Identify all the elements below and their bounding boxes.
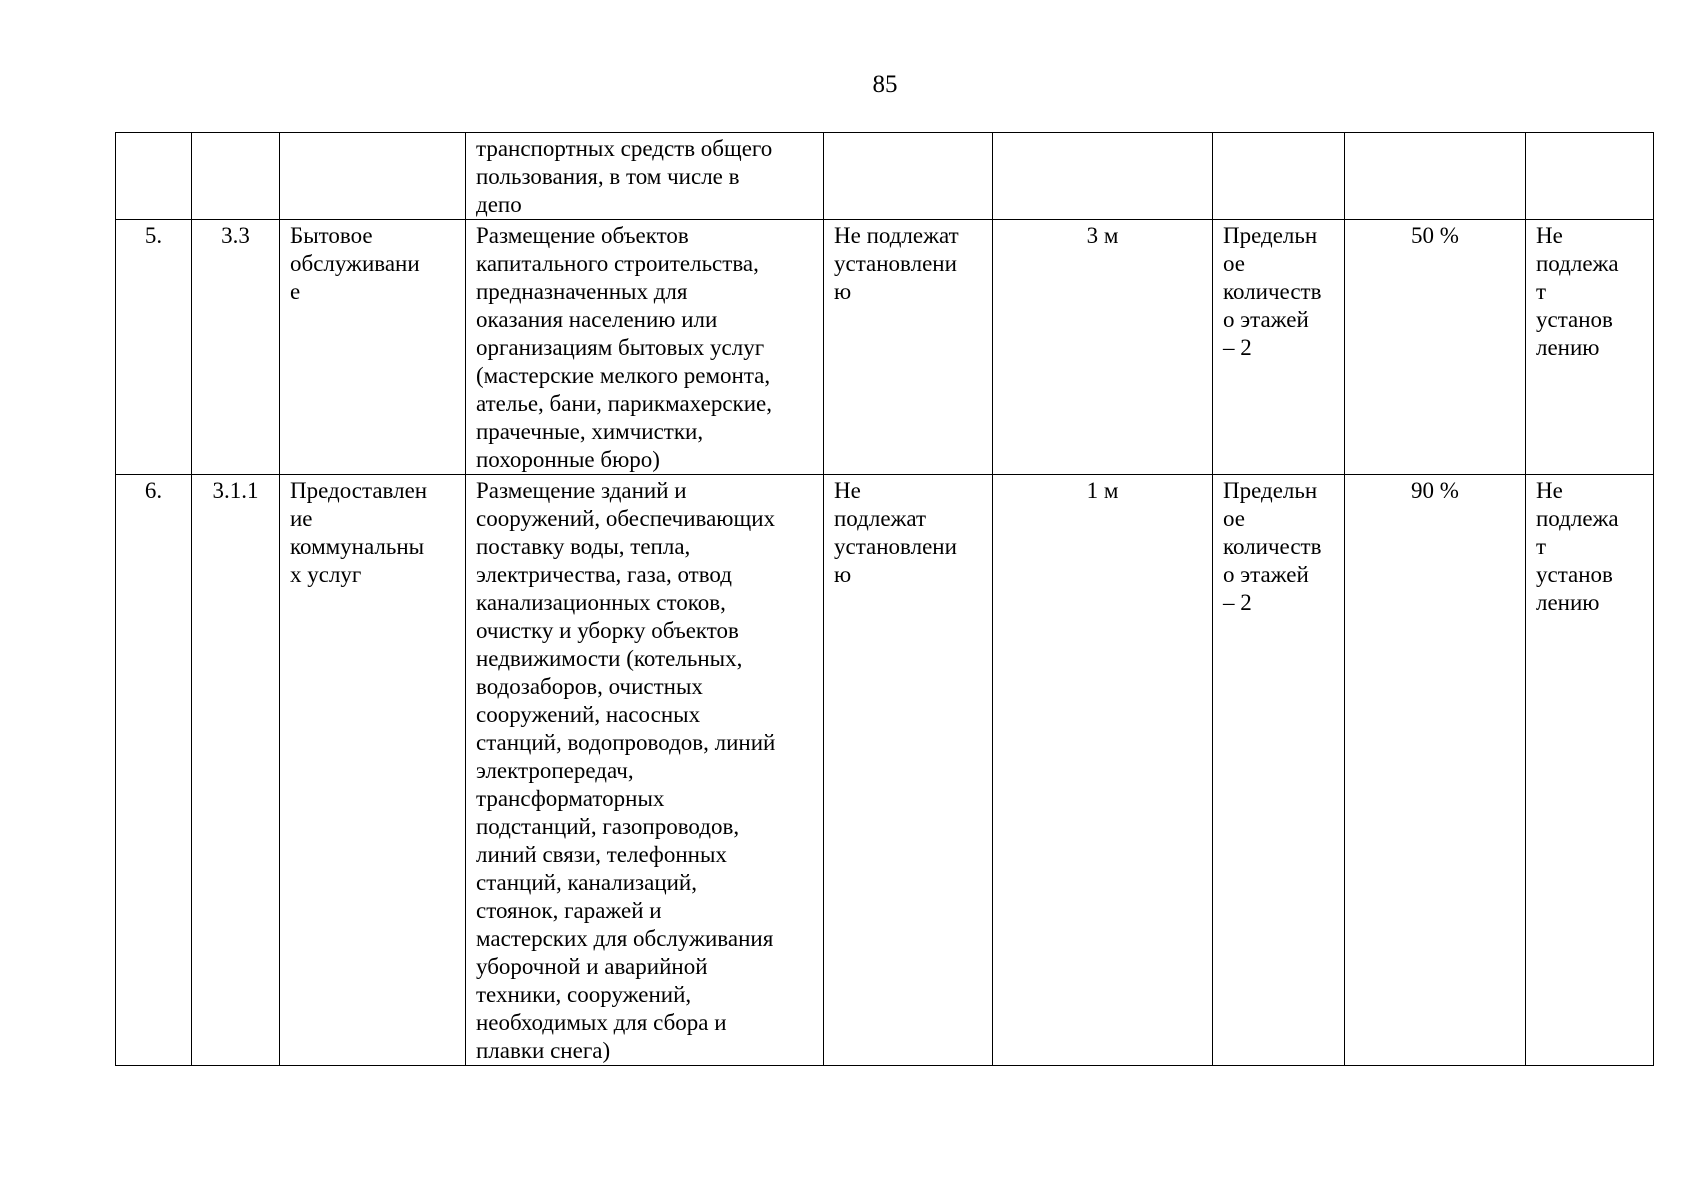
cell-min-area: Не подлежат установлени ю bbox=[824, 220, 993, 475]
cell-code: 3.1.1 bbox=[192, 475, 280, 1066]
cell-code: 3.3 bbox=[192, 220, 280, 475]
cell-other-params bbox=[1526, 133, 1654, 220]
cell-other-params: Не подлежа т установ лению bbox=[1526, 220, 1654, 475]
cell-number: 5. bbox=[116, 220, 192, 475]
cell-min-area: Не подлежат установлени ю bbox=[824, 475, 993, 1066]
cell-use-name bbox=[280, 133, 466, 220]
zoning-table bbox=[115, 132, 1654, 1066]
cell-min-area bbox=[824, 133, 993, 220]
cell-number: 6. bbox=[116, 475, 192, 1066]
cell-use-description: Размещение объектов капитального строительства, предназначенных для оказания населению или организациям бытовых услуг (мастерские мелкого ремонта, ателье, бани, парикмахерские, прачечные, химчистки, похоронные бюро) bbox=[466, 220, 824, 475]
table-row-5 bbox=[116, 220, 1654, 475]
cell-coverage-percent: 90 % bbox=[1345, 475, 1526, 1066]
table-row-6 bbox=[116, 475, 1654, 1066]
cell-min-indent bbox=[993, 133, 1213, 220]
cell-min-indent: 1 м bbox=[993, 475, 1213, 1066]
cell-max-floors: Предельн ое количеств о этажей – 2 bbox=[1213, 220, 1345, 475]
page-number: 85 bbox=[872, 71, 898, 98]
cell-coverage-percent bbox=[1345, 133, 1526, 220]
cell-use-description: Размещение зданий и сооружений, обеспечивающих поставку воды, тепла, электричества, газа, отвод канализационных стоков, очистку и уборку объектов недвижимости (котельных, водозаборов, очистных сооружений, насосных станций, водопроводов, линий электропередач, трансформаторных подстанций, газопроводов, линий связи, телефонных станций, канализаций, стоянок, гаражей и мастерских для обслуживания уборочной и аварийной техники, сооружений, необходимых для сбора и плавки снега) bbox=[466, 475, 824, 1066]
cell-min-indent: 3 м bbox=[993, 220, 1213, 475]
cell-max-floors: Предельн ое количеств о этажей – 2 bbox=[1213, 475, 1345, 1066]
cell-max-floors bbox=[1213, 133, 1345, 220]
cell-other-params: Не подлежа т установ лению bbox=[1526, 475, 1654, 1066]
cell-use-description: транспортных средств общего пользования, в том числе в депо bbox=[466, 133, 824, 220]
cell-number bbox=[116, 133, 192, 220]
cell-use-name: Бытовое обслуживани е bbox=[280, 220, 466, 475]
cell-code bbox=[192, 133, 280, 220]
table-row-continuation bbox=[116, 133, 1654, 220]
cell-use-name: Предоставлен ие коммунальны х услуг bbox=[280, 475, 466, 1066]
cell-coverage-percent: 50 % bbox=[1345, 220, 1526, 475]
